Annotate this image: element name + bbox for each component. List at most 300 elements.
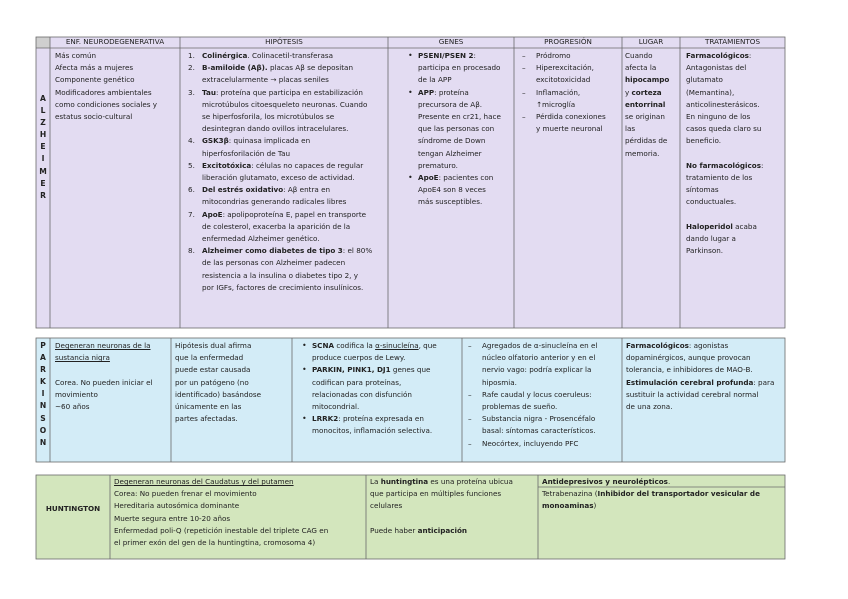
text: conductuales. — [686, 197, 737, 207]
text: genes que — [390, 365, 431, 375]
bold-term: GSK3β — [202, 136, 229, 146]
hunt-genes-cell — [370, 476, 537, 537]
bold-term: entorrinal — [625, 99, 666, 109]
park-progresion-item — [482, 377, 621, 389]
alz-tratamientos-line — [686, 184, 784, 196]
alz-lugar-line — [625, 148, 680, 160]
text: mitocondrias generando radicales libres — [202, 197, 347, 207]
text: Presente en cr21, hace — [418, 112, 501, 122]
park-tratamientos-line — [626, 364, 784, 376]
alz-progresion-cell — [522, 50, 621, 135]
bullet-marker: 5. — [188, 160, 195, 170]
text: relacionadas con disfunción — [312, 389, 412, 399]
bold-term: PSENI/PSEN 2 — [418, 51, 474, 60]
bullet-marker: • — [302, 341, 307, 350]
alz-hipotesis-item — [202, 172, 386, 184]
hunt-genes-line — [370, 476, 537, 488]
alz-enf-line: Más común — [55, 51, 97, 60]
text: : el 80% — [342, 246, 373, 256]
text: núcleo olfatorio anterior y en el — [482, 353, 596, 363]
bold-term: Inhibidor del transportador vesicular de — [597, 489, 760, 499]
alz-genes-item — [418, 99, 513, 111]
text: basal: síntomas característicos. — [482, 426, 596, 436]
text: ↑microglía — [536, 99, 576, 109]
text: se hiperfosforila, los microtúbulos se — [202, 112, 335, 122]
hunt-tratamientos-line — [542, 476, 784, 488]
bold-term: Farmacológicos — [626, 341, 689, 350]
alz-genes-item — [418, 148, 513, 160]
alz-genes-item — [418, 62, 513, 74]
underlined-term: Degeneran neuronas de la — [55, 341, 151, 350]
text: : agonistas — [688, 341, 729, 350]
underlined-term: sustancia nigra — [55, 353, 110, 363]
bullet-marker: 4. — [188, 136, 195, 146]
text: desintegran dando ovillos intracelulares. — [202, 124, 349, 134]
bullet-marker: – — [522, 112, 526, 122]
text: dando lugar a — [686, 234, 736, 244]
bold-term: Estimulación cerebral profunda — [626, 377, 754, 387]
text: : para — [753, 377, 775, 387]
alz-hipotesis-item — [202, 282, 386, 294]
park-progresion-item — [482, 352, 621, 364]
park-progresion-item — [468, 438, 621, 450]
park-hyp-line: Hipótesis dual afirma — [175, 341, 252, 350]
alz-tratamientos-line — [686, 148, 784, 160]
text: movimiento — [55, 389, 98, 399]
park-genes-item — [302, 413, 461, 425]
alz-lugar-cell — [625, 50, 680, 160]
alz-tratamientos-line — [686, 172, 784, 184]
hunt-enf-line — [114, 500, 365, 512]
park-genes-item — [302, 340, 461, 352]
bullet-marker: – — [468, 341, 472, 350]
text: el primer exón del gen de la huntingtina, cromosoma 4) — [114, 538, 316, 548]
text: glutamato — [686, 75, 723, 85]
park-genes-item — [312, 425, 461, 437]
text: Substancia nigra - Prosencéfalo — [482, 414, 596, 424]
text: Hereditaria autosómica dominante — [114, 501, 240, 511]
hunt-enf-line — [114, 525, 365, 537]
text: y muerte neuronal — [536, 124, 603, 134]
text: . — [667, 477, 671, 486]
park-hipotesis-cell — [175, 340, 291, 425]
text: (Memantina), — [686, 87, 735, 97]
park-genes-cell — [302, 340, 461, 438]
alz-genes-item — [418, 123, 513, 135]
alz-letter: E — [40, 142, 46, 152]
alz-progresion-item — [522, 50, 621, 62]
bold-term: Antidepresivos y neurolépticos — [542, 477, 668, 486]
park-progresion-item — [468, 389, 621, 401]
park-letter: N — [39, 437, 47, 447]
alz-hipotesis-item — [202, 233, 386, 245]
park-hyp-line: partes afectadas. — [175, 414, 238, 424]
park-tratamientos-line — [626, 389, 784, 401]
park-hyp-line: que la enfermedad — [175, 353, 244, 363]
text: Agregados de α-sinucleína en el — [482, 341, 598, 350]
text: excitotoxicidad — [536, 75, 591, 85]
park-genes-item — [312, 389, 461, 401]
park-progresion-item — [482, 401, 621, 413]
alz-hipotesis-item — [188, 62, 386, 74]
text: casos queda claro su — [686, 124, 762, 134]
text: ~60 años — [55, 402, 90, 412]
alz-enf-line: Componente genético — [55, 75, 135, 85]
text: Enfermedad poli-Q (repetición inestable del triplete CAG en — [114, 525, 329, 535]
bold-term: anticipación — [417, 525, 468, 535]
alz-tratamientos-line — [686, 245, 784, 257]
alz-genes-item — [418, 135, 513, 147]
alz-genes-item — [418, 196, 513, 208]
park-genes-list — [302, 340, 461, 438]
park-progresion-item — [468, 413, 621, 425]
alz-tratamientos-line — [686, 74, 784, 86]
alz-hipotesis-item — [202, 123, 386, 135]
text: : — [748, 51, 752, 60]
park-letter: A — [40, 353, 46, 363]
park-enf-line — [55, 377, 170, 389]
text: placas Aβ se depositan — [267, 63, 354, 73]
park-progresion-item — [482, 364, 621, 376]
bullet-marker: • — [408, 51, 413, 60]
underlined-term: Degeneran neuronas del Caudatus y del putamen — [114, 477, 294, 486]
alz-hipotesis-item — [188, 245, 386, 257]
alz-hipotesis-list — [188, 50, 386, 294]
alz-tratamientos-line — [686, 160, 784, 172]
text: , que — [418, 341, 437, 350]
alz-hipotesis-item — [202, 148, 386, 160]
alz-tratamientos-line — [686, 221, 784, 233]
text: codifican para proteínas, — [312, 377, 402, 387]
text: : Aβ entra en — [283, 185, 331, 195]
alz-hipotesis-item — [202, 221, 386, 233]
bold-term: LRRK2 — [312, 414, 339, 424]
park-tratamientos-line — [626, 401, 784, 413]
hunt-enf-line — [114, 476, 365, 488]
park-genes-item — [302, 364, 461, 376]
alz-tratamientos-line — [686, 87, 784, 99]
park-hyp-line: identificado) basándose — [175, 389, 262, 399]
alz-genes-cell — [408, 50, 513, 209]
text: : quinasa implicada en — [228, 136, 311, 146]
hunt-enf-line — [114, 488, 365, 500]
alz-tratamientos-line — [686, 123, 784, 135]
header-tratamientos: TRATAMIENTOS — [704, 37, 761, 46]
text: pérdidas de — [625, 136, 668, 146]
park-letter: R — [40, 365, 46, 375]
park-enf-line — [55, 352, 170, 364]
text: produce cuerpos de Lewy. — [312, 353, 406, 363]
text: : células no capaces de regular — [251, 160, 364, 170]
text: Neocórtex, incluyendo PFC — [482, 438, 579, 448]
text: . Colinacetil-transferasa — [247, 51, 334, 60]
text: : pacientes con — [438, 173, 494, 183]
hunt-genes-line — [370, 513, 537, 525]
alz-genes-item — [408, 87, 513, 99]
alz-progresion-item — [522, 87, 621, 99]
text: beneficio. — [686, 136, 721, 146]
park-hyp-line: puede estar causada — [175, 365, 251, 375]
header-hipotesis: HIPÓTESIS — [265, 37, 303, 46]
text: afecta la — [625, 63, 657, 73]
alz-genes-item — [418, 74, 513, 86]
alz-hipotesis-cell — [188, 50, 386, 294]
text: tolerancia, e inhibidores de MAO-B. — [626, 365, 753, 375]
hunt-tratamientos-line — [542, 488, 784, 500]
park-letter: I — [41, 389, 45, 399]
text: hiperfosforilación de Tau — [202, 148, 291, 158]
park-enf-line — [55, 401, 170, 413]
bullet-marker: – — [468, 414, 472, 424]
park-letter: S — [40, 413, 46, 423]
text: dopaminérgicos, aunque provocan — [626, 353, 751, 363]
text: Corea. No pueden iniciar el — [55, 377, 153, 387]
bold-term: No farmacológicos — [686, 160, 762, 170]
alz-genes-item — [408, 172, 513, 184]
text: La — [370, 477, 381, 486]
header-lugar: LUGAR — [638, 37, 664, 46]
bold-term: Del estrés oxidativo — [202, 185, 284, 195]
text: codifica la — [334, 341, 376, 350]
text: En ninguno de los — [686, 112, 751, 122]
park-enf-cell — [55, 340, 170, 413]
alz-tratamientos-line — [686, 233, 784, 245]
park-letter: N — [39, 401, 47, 411]
text: microtúbulos citoesqueleto neuronas. Cuando — [202, 99, 368, 109]
park-progresion-cell — [468, 340, 621, 450]
alz-lugar-line — [625, 123, 680, 135]
bullet-marker: 3. — [188, 87, 195, 97]
text: participa en procesado — [418, 63, 501, 73]
alz-hipotesis-item — [202, 111, 386, 123]
bold-term: Alzheimer como diabetes de tipo 3 — [202, 246, 343, 256]
alz-hipotesis-item — [188, 135, 386, 147]
text: tengan Alzheimer — [418, 148, 482, 158]
park-tratamientos-line — [626, 352, 784, 364]
park-letter: K — [40, 377, 46, 387]
alz-genes-item — [418, 184, 513, 196]
text: tratamiento de los — [686, 173, 753, 183]
hunt-enf-line — [114, 537, 365, 549]
bold-term: hipocampo — [625, 75, 670, 85]
text: se originan — [625, 112, 665, 122]
bullet-marker: – — [522, 63, 526, 73]
text: : proteína — [434, 87, 469, 97]
park-tratamientos-cell — [626, 340, 784, 413]
text: precursora de Aβ. — [418, 99, 483, 109]
text: extracelularmente → placas seniles — [202, 75, 329, 85]
park-genes-item — [312, 401, 461, 413]
alz-genes-item — [418, 160, 513, 172]
bullet-marker: • — [302, 414, 307, 424]
park-progresion-item — [468, 340, 621, 352]
alz-hipotesis-item — [188, 87, 386, 99]
text: las — [625, 124, 636, 134]
header-progresion: PROGRESIÓN — [544, 37, 592, 46]
alz-tratamientos-line — [686, 196, 784, 208]
alz-hipotesis-item — [188, 160, 386, 172]
text: liberación glutamato, exceso de actividad. — [202, 173, 355, 183]
text: ) — [593, 501, 597, 511]
text: por IGFs, factores de crecimiento insulínicos. — [202, 282, 364, 292]
text: Cuando — [625, 51, 653, 60]
hunt-tratamientos-line — [542, 500, 784, 512]
alz-genes-item — [418, 111, 513, 123]
text: hiposmia. — [482, 377, 517, 387]
hunt-genes-line — [370, 500, 537, 512]
text: memoria. — [625, 148, 660, 158]
bold-term: monoaminas — [542, 501, 594, 511]
alz-hipotesis-item — [202, 196, 386, 208]
park-letter: P — [40, 341, 46, 350]
text: más susceptibles. — [418, 197, 483, 207]
bold-term: Colinérgica — [202, 51, 248, 60]
alz-progresion-item — [536, 99, 621, 111]
bold-term: huntingtina — [380, 477, 429, 486]
text: Rafe caudal y locus coeruleus: — [482, 389, 592, 399]
text: de una zona. — [626, 402, 673, 412]
bullet-marker: – — [522, 51, 526, 60]
bullet-marker: • — [408, 87, 413, 97]
alz-enf-line: como condiciones sociales y — [55, 99, 158, 109]
text: Parkinson. — [686, 246, 724, 256]
text: Antagonistas del — [686, 63, 747, 73]
text: : proteína que participa en estabilización — [215, 87, 363, 97]
text: anticolinesterásicos. — [686, 99, 760, 109]
bold-term: ApoE — [202, 209, 223, 219]
alz-genes-list — [408, 50, 513, 209]
alz-enf-line: estatus socio-cultural — [55, 112, 133, 122]
text: síntomas — [686, 185, 719, 195]
underlined-term: α-sinucleína — [375, 341, 419, 350]
huntington-label: HUNTINGTON — [45, 504, 101, 513]
alz-enf-line: Afecta más a mujeres — [55, 63, 134, 73]
park-genes-item — [312, 352, 461, 364]
alz-lugar-line — [625, 50, 680, 62]
text: Inflamación, — [536, 87, 581, 97]
bold-term: B-amiloide (Aβ). — [202, 63, 268, 73]
text: Puede haber — [370, 525, 418, 535]
alz-genes-item — [408, 50, 513, 62]
bullet-marker: 1. — [188, 51, 195, 60]
text: sustituir la actividad cerebral normal — [626, 389, 759, 399]
park-tratamientos-line — [626, 340, 784, 352]
bullet-marker: • — [302, 365, 307, 375]
text: síndrome de Down — [418, 136, 486, 146]
text: nervio vago: podría explicar la — [482, 365, 592, 375]
text: es una proteína ubicua — [428, 477, 513, 486]
park-enf-line — [55, 389, 170, 401]
bullet-marker: 8. — [188, 246, 195, 256]
alz-hipotesis-item — [202, 74, 386, 86]
bullet-marker: 7. — [188, 209, 195, 219]
alz-lugar-line — [625, 74, 680, 86]
alz-letter: R — [40, 190, 46, 200]
bold-term: Excitotóxica — [202, 160, 252, 170]
text: : — [473, 51, 476, 60]
bold-term: PARKIN, PINK1, DJ1 — [312, 365, 391, 375]
bullet-marker: 2. — [188, 63, 195, 73]
text: prematuro. — [418, 160, 458, 170]
text: de la APP — [418, 75, 452, 85]
alz-letter: M — [39, 166, 47, 176]
bullet-marker: – — [468, 438, 472, 448]
alz-enf-line: Modificadores ambientales — [55, 87, 152, 97]
alz-progresion-item — [522, 111, 621, 123]
alz-enf-cell — [55, 50, 179, 123]
alz-tratamientos-line — [686, 135, 784, 147]
hunt-genes-line — [370, 488, 537, 500]
park-progresion-list — [468, 340, 621, 450]
alz-hipotesis-item — [188, 184, 386, 196]
text: : apolipoproteína E, papel en transporte — [222, 209, 367, 219]
text: de colesterol, exacerba la aparición de la — [202, 221, 351, 231]
alz-lugar-line — [625, 87, 680, 99]
alz-hipotesis-item — [202, 99, 386, 111]
bold-term: APP — [418, 87, 435, 97]
alz-hipotesis-item — [202, 257, 386, 269]
alz-tratamientos-line — [686, 50, 784, 62]
alz-hipotesis-item — [188, 50, 386, 62]
hunt-genes-line — [370, 525, 537, 537]
text: Tetrabenazina ( — [542, 489, 598, 499]
text: monocitos, inflamación selectiva. — [312, 426, 433, 436]
park-hyp-line: por un patógeno (no — [175, 377, 249, 387]
park-letter: O — [39, 425, 47, 435]
bullet-marker: • — [408, 173, 413, 183]
park-enf-line — [55, 364, 170, 376]
text: problemas de sueño. — [482, 402, 558, 412]
park-enf-line — [55, 340, 170, 352]
alz-progresion-item — [536, 123, 621, 135]
park-hyp-line: únicamente en las — [175, 402, 242, 412]
alz-letter: H — [39, 130, 47, 140]
alz-letter: A — [40, 94, 46, 103]
bullet-marker: – — [522, 87, 526, 97]
text: Corea: No pueden frenar el movimiento — [114, 489, 257, 499]
alz-progresion-list — [522, 50, 621, 135]
alz-tratamientos-line — [686, 111, 784, 123]
bold-term: corteza — [631, 87, 662, 97]
park-tratamientos-line — [626, 377, 784, 389]
text: Pródromo — [536, 51, 571, 60]
alz-progresion-item — [522, 62, 621, 74]
text: resistencia a la insulina o diabetes tipo 2, y — [202, 270, 358, 280]
bold-term: Tau — [202, 87, 216, 97]
alz-tratamientos-cell — [686, 50, 784, 257]
bold-term: SCNA — [312, 341, 335, 350]
alz-lugar-line — [625, 99, 680, 111]
bold-term: Farmacológicos — [686, 51, 749, 60]
text: enfermedad Alzheimer genético. — [202, 234, 320, 244]
alz-progresion-item — [536, 74, 621, 86]
alz-hipotesis-item — [202, 270, 386, 282]
text: celulares — [370, 501, 403, 511]
alz-lugar-line — [625, 111, 680, 123]
bold-term: ApoE — [418, 173, 439, 183]
bullet-marker: 6. — [188, 185, 195, 195]
parkinson-vertical-label — [36, 340, 50, 449]
bullet-marker: – — [468, 389, 472, 399]
alz-lugar-line — [625, 135, 680, 147]
text: Muerte segura entre 10-20 años — [114, 513, 231, 523]
alz-tratamientos-line — [686, 99, 784, 111]
text: que participa en múltiples funciones — [370, 489, 502, 499]
park-genes-item — [312, 377, 461, 389]
text: : proteína expresada en — [338, 414, 424, 424]
text: ApoE4 son 8 veces — [418, 185, 486, 195]
hunt-tratamientos-cell — [542, 476, 784, 513]
